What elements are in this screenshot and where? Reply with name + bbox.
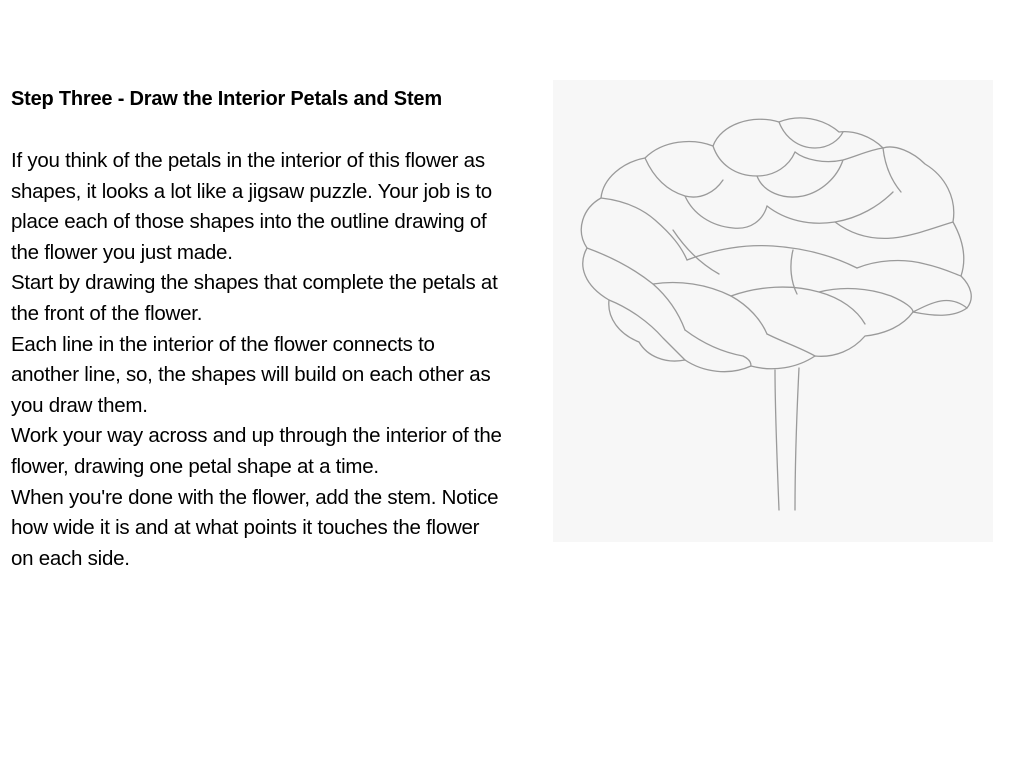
paragraph-5: When you're done with the flower, add the stem. Notice how wide it is and at what points it touches the flower on each side. [11,485,499,570]
sketch-paper [553,80,993,542]
paragraph-4: Work your way across and up through the interior of the flower, drawing one petal shape at a time. [11,424,502,478]
step-heading: Step Three - Draw the Interior Petals and Stem [11,88,442,110]
paragraph-3: Each line in the interior of the flower connects to another line, so, the shapes will build on each other as you draw them. [11,332,491,417]
rose-sketch-icon [553,80,993,542]
paragraph-2: Start by drawing the shapes that complete the petals at the front of the flower. [11,271,498,325]
paragraph-1: If you think of the petals in the interior of this flower as shapes, it looks a lot like a jigsaw puzzle. Your job is to place each of those shapes into the outline drawing of the flower you just made. [11,149,492,264]
instruction-text [11,84,506,574]
spacer [11,115,506,146]
